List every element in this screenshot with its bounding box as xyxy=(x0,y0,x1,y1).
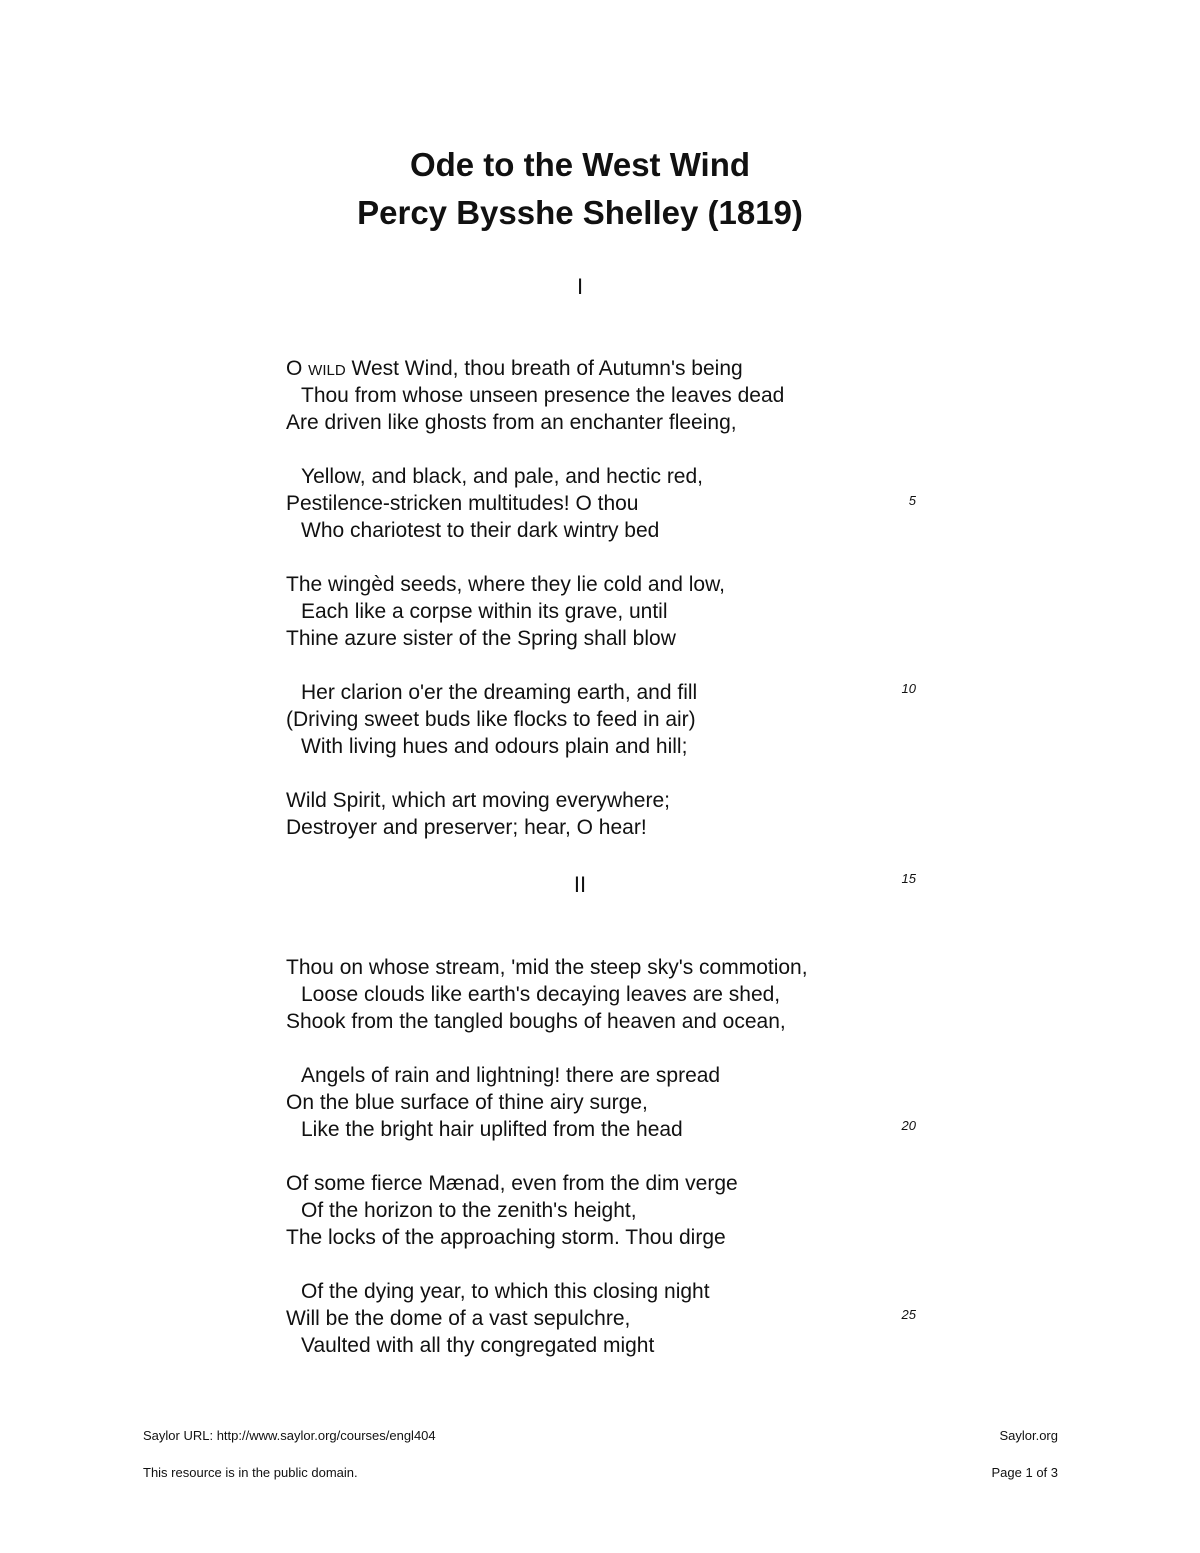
poem-line: Are driven like ghosts from an enchanter fleeing, xyxy=(286,411,737,434)
poem-line: Loose clouds like earth's decaying leaves are shed, xyxy=(301,983,781,1006)
poem-line: Angels of rain and lightning! there are spread xyxy=(301,1064,721,1087)
poem-line: Pestilence-stricken multitudes! O thou xyxy=(286,492,639,515)
poem-author-line: Percy Bysshe Shelley (1819) xyxy=(357,194,803,231)
line-number: 25 xyxy=(901,1307,916,1322)
poem-line: Like the bright hair uplifted from the head xyxy=(301,1118,683,1141)
footer-site-name: Saylor.org xyxy=(999,1428,1058,1443)
footer-page-number: Page 1 of 3 xyxy=(991,1465,1058,1480)
poem-line: Her clarion o'er the dreaming earth, and fill xyxy=(301,681,698,704)
poem-line: Thou on whose stream, 'mid the steep sky's commotion, xyxy=(286,956,808,979)
line-number: 5 xyxy=(908,493,916,508)
poem-title: Ode to the West Wind xyxy=(409,146,751,183)
poem-line: Wild Spirit, which art moving everywhere; xyxy=(286,789,670,812)
line-number: 20 xyxy=(901,1118,916,1133)
footer-course-url: Saylor URL: http://www.saylor.org/courses/engl404 xyxy=(143,1428,436,1443)
poem-line: Thine azure sister of the Spring shall blow xyxy=(286,627,676,650)
footer-public-domain-note: This resource is in the public domain. xyxy=(143,1465,358,1480)
poem-line-text: West Wind, thou breath of Autumn's being xyxy=(345,357,743,380)
poem-line: Each like a corpse within its grave, until xyxy=(301,600,668,623)
line-number: 15 xyxy=(901,871,916,886)
poem-line-opening-smallcaps: O wild xyxy=(286,357,346,380)
poem-line xyxy=(286,356,743,382)
poem-line: Vaulted with all thy congregated might xyxy=(301,1334,655,1357)
poem-line: Yellow, and black, and pale, and hectic red, xyxy=(301,465,704,488)
poem-line: Of the horizon to the zenith's height, xyxy=(301,1199,637,1222)
poem-line: The locks of the approaching storm. Thou dirge xyxy=(286,1226,726,1249)
poem-line: Will be the dome of a vast sepulchre, xyxy=(286,1307,631,1330)
poem-line: With living hues and odours plain and hill; xyxy=(301,735,688,758)
poem-line: Thou from whose unseen presence the leaves dead xyxy=(301,384,785,407)
poem-line: On the blue surface of thine airy surge, xyxy=(286,1091,648,1114)
poem-line: (Driving sweet buds like flocks to feed in air) xyxy=(286,708,696,731)
section-numeral-i: I xyxy=(576,274,584,299)
poem-line: Of some fierce Mænad, even from the dim verge xyxy=(286,1172,738,1195)
poem-line: Shook from the tangled boughs of heaven and ocean, xyxy=(286,1010,786,1033)
poem-line: Of the dying year, to which this closing night xyxy=(301,1280,710,1303)
poem-line: Who chariotest to their dark wintry bed xyxy=(301,519,660,542)
poem-line: Destroyer and preserver; hear, O hear! xyxy=(286,816,647,839)
section-numeral-ii: II xyxy=(573,872,587,897)
poem-line: The wingèd seeds, where they lie cold and low, xyxy=(286,573,725,596)
line-number: 10 xyxy=(901,681,916,696)
